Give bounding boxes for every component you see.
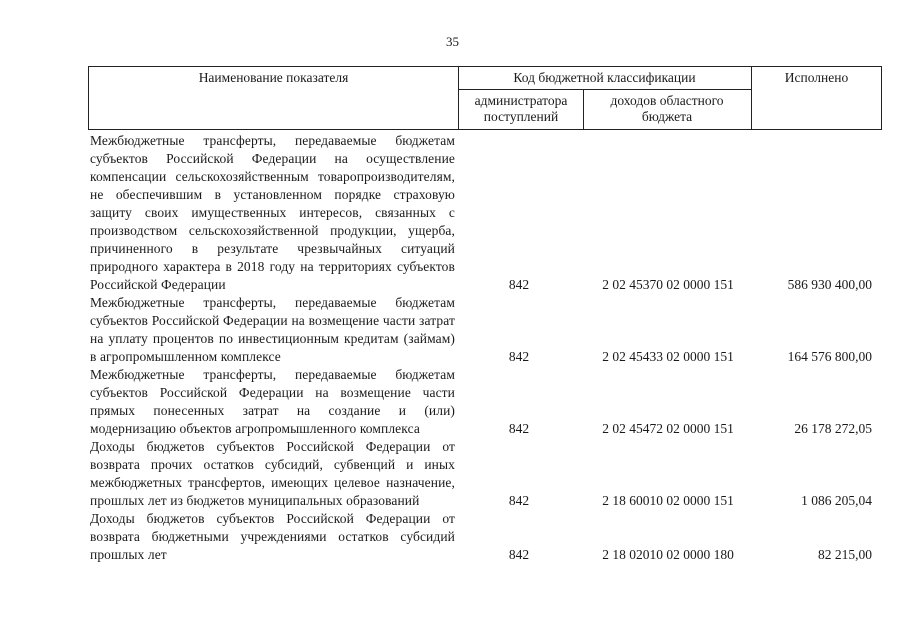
table-header [88,66,882,130]
header-code-group: Код бюджетной классификации [513,70,696,85]
row-income-code: 2 02 45472 02 0000 151 [602,421,734,436]
row-admin-code: 842 [508,493,530,508]
page-number: 35 [446,34,459,49]
table-row [90,294,882,366]
row-amount: 26 178 272,05 [794,421,872,436]
row-admin-code: 842 [508,349,530,364]
row-admin-code: 842 [508,277,530,292]
table-row [90,366,882,438]
row-amount: 82 215,00 [818,547,872,562]
row-amount: 586 930 400,00 [787,277,872,292]
table-body [90,132,882,564]
row-name: Межбюджетные трансферты, передаваемые бюджетам субъектов Российской Федерации на осуществление компенсации сельскохозяйственным товаропроизводителям, не обеспечившим в установленном порядке страховую защиту своих имущественных интересов, связанных с производством сельскохозяйственной продукции, ущерба, причиненного в результате чрезвычайных ситуаций природного характера в 2018 году на территориях субъектов Российской Федерации [90,133,455,292]
row-income-code: 2 18 02010 02 0000 180 [602,547,734,562]
row-income-code: 2 18 60010 02 0000 151 [602,493,734,508]
row-income-code: 2 02 45370 02 0000 151 [602,277,734,292]
header-divider [458,89,751,90]
row-amount: 164 576 800,00 [787,349,872,364]
table-row [90,438,882,510]
row-name: Доходы бюджетов субъектов Российской Федерации от возврата бюджетными учреждениями остатков субсидий прошлых лет [90,511,455,562]
row-name: Межбюджетные трансферты, передаваемые бюджетам субъектов Российской Федерации на возмещение части затрат на уплату процентов по инвестиционным кредитам (займам) в агропромышленном комплексе [90,295,455,364]
header-admin: администратора поступлений [474,93,568,124]
row-name: Межбюджетные трансферты, передаваемые бюджетам субъектов Российской Федерации на возмещение части прямых понесенных затрат на создание и (или) модернизацию объектов агропромышленного комплекса [90,367,455,436]
table-row [90,132,882,294]
header-divider [583,90,584,129]
row-amount: 1 086 205,04 [801,493,872,508]
header-income: доходов областного бюджета [610,93,724,124]
row-income-code: 2 02 45433 02 0000 151 [602,349,734,364]
header-executed: Исполнено [784,70,849,85]
table-row [90,510,882,564]
row-name: Доходы бюджетов субъектов Российской Федерации от возврата прочих остатков субсидий, субвенций и иных межбюджетных трансфертов, имеющих целевое назначение, прошлых лет из бюджетов муниципальных образований [90,439,455,508]
row-admin-code: 842 [508,421,530,436]
row-admin-code: 842 [508,547,530,562]
header-name: Наименование показателя [198,70,349,85]
